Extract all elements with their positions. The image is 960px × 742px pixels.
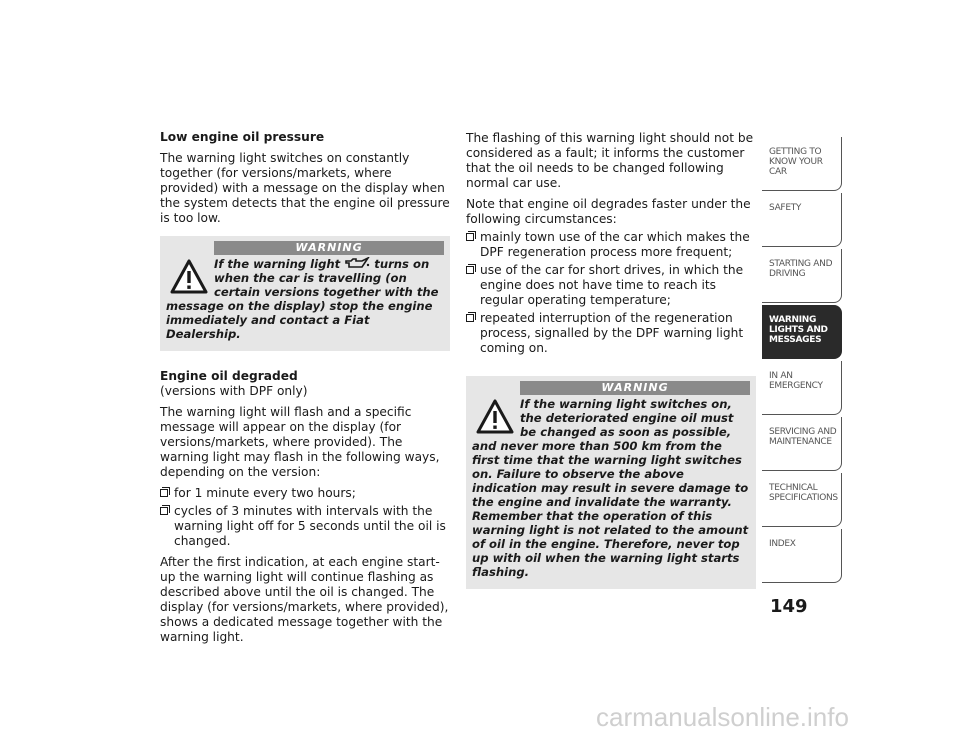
list-item-text: repeated interruption of the regeneration process, signalled by the DPF warning light coming on.	[480, 311, 744, 355]
tab-starting-and-driving[interactable]: STARTING AND DRIVING	[762, 249, 842, 303]
section-heading-oil-degraded: Engine oil degraded	[160, 369, 298, 383]
list-item-text: for 1 minute every two hours;	[174, 486, 356, 500]
list-item	[466, 263, 756, 308]
paragraph: After the first indication, at each engine start-up the warning light will continue flashing as described above until the oil is changed. The display (for versions/markets, where provided), shows a dedicated message together with the warning light.	[160, 555, 449, 644]
warning-text-part: If the warning light	[214, 257, 345, 271]
list-item	[160, 486, 452, 501]
warning-text-part: turns on when the car is travelling (on certain versions together with the message on the display) stop the engine immediately and contact a Fiat Dealership.	[166, 257, 439, 341]
tab-safety[interactable]: SAFETY	[762, 193, 842, 247]
chapter-tabs	[762, 137, 842, 585]
list-item	[466, 230, 756, 260]
checkbox-bullet-icon	[466, 314, 474, 322]
tab-servicing-and-maintenance[interactable]: SERVICING AND MAINTENANCE	[762, 417, 842, 471]
paragraph: The warning light will flash and a specific message will appear on the display (for versions/markets, where provided). The warning light may flash in the following ways, depending on the version:	[160, 405, 440, 479]
warning-box-oil-pressure	[160, 236, 450, 351]
tab-warning-lights-and-messages[interactable]: WARNING LIGHTS AND MESSAGES	[762, 305, 842, 359]
tab-in-an-emergency[interactable]: IN AN EMERGENCY	[762, 361, 842, 415]
paragraph: The warning light switches on constantly together (for versions/markets, where provided) with a message on the display when the system detects that the engine oil pressure is too low.	[160, 151, 450, 225]
warning-title: WARNING	[214, 241, 444, 255]
list-item	[160, 504, 452, 549]
warning-triangle-icon	[476, 399, 514, 435]
bullet-list	[160, 486, 452, 549]
tab-getting-to-know-your-car[interactable]: GETTING TO KNOW YOUR CAR	[762, 137, 842, 191]
list-item	[466, 311, 756, 356]
bullet-list	[466, 230, 756, 356]
checkbox-bullet-icon	[160, 489, 168, 497]
checkbox-bullet-icon	[160, 507, 168, 515]
paragraph: The flashing of this warning light should not be considered as a fault; it informs the customer that the oil needs to be changed following normal car use.	[466, 131, 754, 190]
warning-box-oil-degraded	[466, 376, 756, 589]
oil-can-icon	[344, 257, 370, 269]
warning-triangle-icon	[170, 259, 208, 295]
list-item-text: cycles of 3 minutes with intervals with the warning light off for 5 seconds until the oil is changed.	[174, 504, 446, 548]
left-column	[160, 130, 452, 651]
tab-technical-specifications[interactable]: TECHNICAL SPECIFICATIONS	[762, 473, 842, 527]
warning-text: If the warning light switches on, the deteriorated engine oil must be changed as soon as possible, and never more than 500 km from the first time that the warning light switches on. Failure to observe the above indication may result in severe damage to the engine and invalidate the warranty. Remember that the operation of this warning light is not related to the amount of oil in the engine. Therefore, never top up with oil when the warning light starts flashing.	[472, 397, 749, 579]
warning-title: WARNING	[520, 381, 750, 395]
paragraph: Note that engine oil degrades faster under the following circumstances:	[466, 197, 751, 226]
right-column	[466, 131, 756, 607]
watermark: carmanualsonline.info	[596, 702, 849, 732]
page-number: 149	[770, 596, 808, 617]
section-heading-low-oil-pressure: Low engine oil pressure	[160, 130, 325, 144]
list-item-text: mainly town use of the car which makes the DPF regeneration process more frequent;	[480, 230, 750, 259]
subnote: (versions with DPF only)	[160, 384, 308, 398]
checkbox-bullet-icon	[466, 233, 474, 241]
checkbox-bullet-icon	[466, 266, 474, 274]
list-item-text: use of the car for short drives, in which the engine does not have time to reach its regular operating temperature;	[480, 263, 744, 307]
tab-index[interactable]: INDEX	[762, 529, 842, 583]
